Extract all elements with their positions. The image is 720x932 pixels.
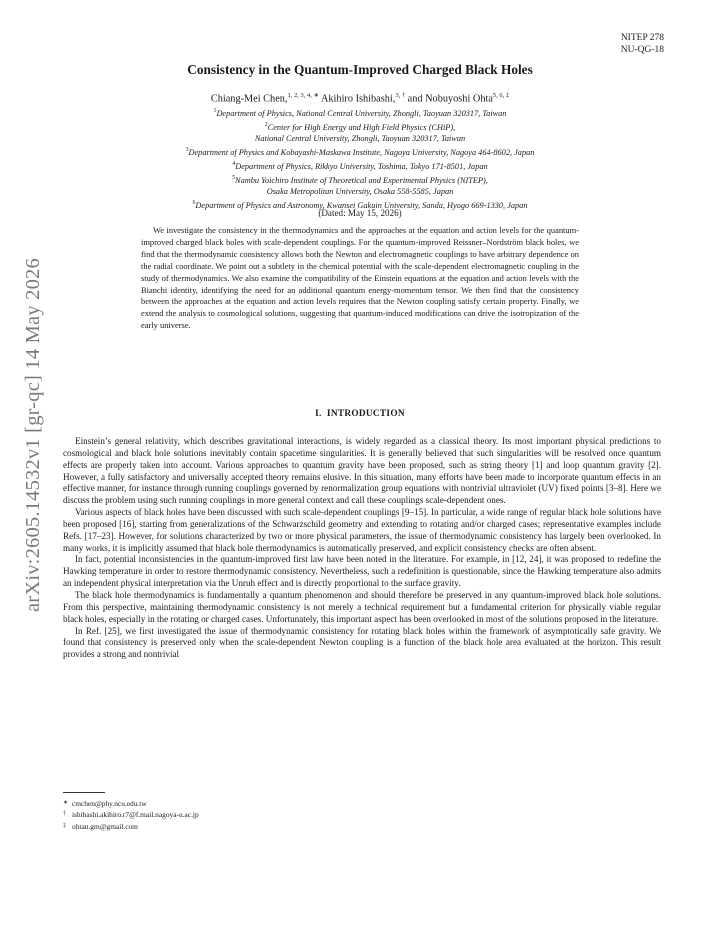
affiliation-line (80, 106, 640, 120)
affiliation-mark: 4 (232, 160, 236, 167)
section-heading (0, 409, 720, 419)
footnote (63, 809, 199, 820)
dated-line: (Dated: May 15, 2026) (318, 208, 402, 218)
affiliation-line (80, 173, 640, 187)
affiliation-mark: 3 (185, 147, 189, 154)
abstract: We investigate the consistency in the thermodynamics and the approaches at the equation and action levels for the quantum-improved charged black holes with scale-dependent couplings. For the quantum-improved Reissner–Nordström black holes, we find that the thermodynamic consistency allows both the Newton and electromagnetic couplings to have arbitrary dependence on the radial coordinate. We point out a subtlety in the chemical potential with the scale-dependent electromagnetic coupling in the study of thermodynamics. We also examine the compatibility of the Einstein equations at the equation and action levels with the Bianchi identity, identifying the need for an additional quantum energy-momentum tensor. We then find that the consistency between the approaches at the equation and action levels requires that the Newton coupling satisfy certain property. Finally, we extend the analysis to cosmological solutions, suggesting that quantum-induced modifications can drive the isotropization of the early universe. (141, 225, 579, 331)
author-name: Chiang-Mei Chen, (210, 93, 288, 105)
footnote-email: cmchen@phy.ncu.edu.tw (72, 799, 147, 808)
section-title: INTRODUCTION (326, 409, 405, 419)
author-list (0, 91, 720, 104)
section-number: I. (315, 409, 322, 419)
footnote-mark: ‡ (63, 822, 66, 829)
paper-title: Consistency in the Quantum-Improved Charged Black Holes (187, 62, 533, 77)
footnote-mark: ∗ (63, 800, 68, 806)
body-paragraph: Various aspects of black holes have been discussed with such scale-dependent couplings [9–15]. In particular, a wide range of regular black hole solutions have been proposed [16], starting from generalizations of the Schwarzschild geometry and extending to rotating and/or charged cases; representative examples include Refs. [17–23]. However, for solutions characterized by two or more physical parameters, the issue of thermodynamic consistency has largely been overlooked. In many works, it is implicitly assumed that black hole thermodynamics is automatically preserved, and explicit consistency checks are often absent. (63, 507, 661, 553)
footnote-email: ohtan.gm@gmail.com (72, 821, 138, 831)
affiliation-mark: 6 (192, 200, 196, 207)
affiliation-text: Nambu Yoichiro Institute of Theoretical and Experimental Physics (NITEP), (235, 175, 488, 185)
footnote-email: ishibashi.akihiro.r7@f.mail.nagoya-u.ac.jp (72, 810, 199, 820)
body-paragraph: In fact, potential inconsistencies in the quantum-improved first law have been noted in the literature. For example, in [12, 24], it was proposed to redefine the Hawking temperature in order to restore thermodynamic consistency. Nevertheless, such a redefinition is questionable, since the Hawking temperature also admits an independent physical interpretation via the Unruh effect and is directly proportional to the surface gravity. (63, 554, 661, 589)
report-numbers (621, 33, 664, 56)
affiliation-text: National Central University, Zhongli, Taoyuan 320317, Taiwan (254, 134, 466, 144)
affiliation-list (80, 106, 640, 212)
author-affiliation-marks: 5, 6, ‡ (492, 92, 510, 99)
footnote-mark: † (63, 811, 66, 818)
arxiv-identifier-stamp: arXiv:2605.14532v1 [gr-qc] 14 May 2026 (22, 258, 44, 612)
footnote-list (63, 798, 199, 832)
affiliation-line (80, 186, 640, 198)
footnote (63, 821, 199, 832)
report-number: NU-QG-18 (620, 44, 664, 55)
affiliation-text: Osaka Metropolitan University, Osaka 558-5585, Japan (266, 187, 454, 197)
affiliation-line (80, 145, 640, 159)
author-name: Akihiro Ishibashi, (320, 93, 396, 105)
body-paragraph: Einstein’s general relativity, which describes gravitational interactions, is widely regarded as a classical theory. Its most important physical predictions to cosmological and black hole solutions inevitably contain spacetime singularities. It is generally believed that such singularities will be resolved once quantum effects are properly taken into account. Various approaches to quantum gravity have been proposed, such as string theory [1] and loop quantum gravity [2]. However, a fully satisfactory and universally accepted theory remains elusive. In this situation, many efforts have been made to incorporate quantum effects in an effective manner, for instance through running couplings governed by renormalization group equations with nontrivial ultraviolet (UV) fixed points [3–8]. Here we discuss the problem using such running couplings in more general context and call these couplings scale-dependent ones. (63, 436, 661, 506)
affiliation-line (80, 159, 640, 173)
affiliation-text: Department of Physics, National Central University, Zhongli, Taoyuan 320317, Taiwan (216, 108, 507, 118)
affiliation-text: Center for High Energy and High Field Physics (CHiP), (267, 122, 456, 132)
affiliation-mark: 1 (213, 108, 217, 114)
author-affiliation-marks: 3, † (395, 92, 406, 99)
body-paragraph: In Ref. [25], we first investigated the issue of thermodynamic consistency for rotating black holes within the framework of asymptotically safe gravity. We found that consistency is preserved only when the scale-dependent Newton coupling is a function of the black hole area evaluated at the horizon. This result provides a strong and nontrivial (63, 625, 661, 660)
affiliation-line (80, 133, 640, 145)
body-paragraph: The black hole thermodynamics is fundamentally a quantum phenomenon and should therefore be preserved in any quantum-improved black hole solutions. From this perspective, maintaining thermodynamic consistency is not merely a technical requirement but a fundamental criterion for physically viable regular black holes, especially in the rotating or charged cases. Unfortunately, this important aspect has been overlooked in most of the solutions proposed in the literature. (63, 589, 661, 624)
footnote (63, 798, 199, 809)
affiliation-text: Department of Physics and Astronomy, Kwansei Gakuin University, Sanda, Hyogo 669-1330, Japan (195, 200, 528, 210)
affiliation-mark: 5 (232, 174, 236, 181)
introduction-body (63, 436, 661, 661)
footnote-divider (63, 792, 105, 793)
author-name: and Nobuyoshi Ohta (407, 93, 493, 105)
author-affiliation-marks: 1, 2, 3, 4, ∗ (287, 92, 319, 99)
affiliation-line (80, 120, 640, 134)
affiliation-text: Department of Physics and Kobayashi-Maskawa Institute, Nagoya University, Nagoya 464-8602, Japan (188, 148, 535, 158)
report-number: NITEP 278 (620, 33, 664, 43)
affiliation-mark: 2 (264, 121, 268, 128)
affiliation-text: Department of Physics, Rikkyo University, Toshima, Tokyo 171-8501, Japan (235, 161, 488, 171)
